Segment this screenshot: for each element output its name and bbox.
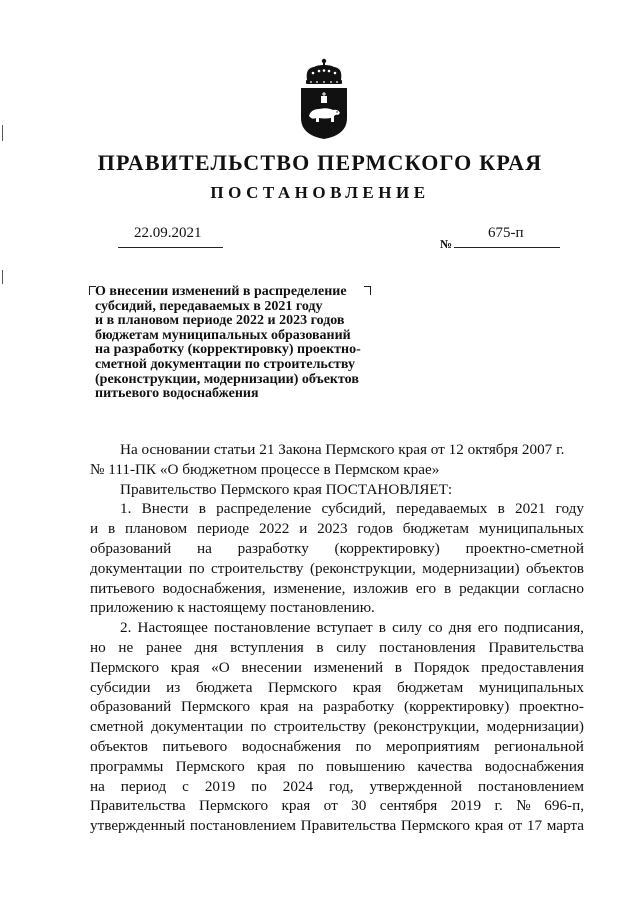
body-line: На основании статьи 21 Закона Пермского края от 12 октября 2007 г.: [120, 441, 565, 458]
body-line: субсидии из бюджета Пермского края бюджетам муниципальных: [90, 678, 584, 696]
body-line: объектов питьевого водоснабжения по мероприятиям региональной: [90, 737, 584, 755]
margin-mark: [2, 270, 3, 284]
body-line: на период с 2019 по 2024 год, утвержденной постановлением: [90, 777, 584, 795]
body-line: и в плановом периоде 2022 и 2023 годов бюджетам муниципальных: [90, 520, 584, 538]
body-line: образований Пермского края на разработку (корректировку) проектно-: [90, 698, 584, 716]
body-line: утвержденный постановлением Правительства Пермского края от 17 марта: [90, 817, 584, 835]
document-date: 22.09.2021: [134, 225, 202, 241]
coat-of-arms-icon: [297, 58, 351, 140]
subject-line: сметной документации по строительству: [95, 356, 356, 372]
subject-line: О внесении изменений в распределение: [95, 284, 347, 299]
document-body: [90, 440, 584, 836]
subject-line: и в плановом периоде 2022 и 2023 годов: [95, 313, 345, 329]
body-line: приложению к настоящему постановлению.: [90, 599, 375, 617]
document-subject: [95, 285, 415, 402]
document-number: 675-п: [488, 225, 524, 241]
body-line: сметной документации по строительству (реконструкции, модернизации): [90, 718, 584, 736]
body-line: питьевого водоснабжения, изменение, изложив его в редакции согласно: [90, 579, 584, 597]
document-type: ПОСТАНОВЛЕНИЕ: [210, 183, 430, 202]
government-title: ПРАВИТЕЛЬСТВО ПЕРМСКОГО КРАЯ: [97, 150, 543, 175]
subject-line: субсидий, передаваемых в 2021 году: [95, 298, 323, 314]
body-line: Правительства Пермского края от 30 сентября 2019 г. № 696-п,: [90, 797, 584, 815]
body-line: № 111-ПК «О бюджетном процессе в Пермском крае»: [90, 460, 440, 478]
body-line: 2. Настоящее постановление вступает в силу со дня его подписания,: [120, 619, 584, 637]
date-underline: [118, 247, 223, 248]
body-line: программы Пермского края по повышению качества водоснабжения: [90, 757, 584, 775]
body-line: образований на разработку (корректировку) проектно-сметной: [90, 539, 584, 557]
margin-mark: [2, 125, 3, 141]
number-sign: №: [440, 237, 453, 251]
subject-line: (реконструкции, модернизации) объектов: [95, 371, 359, 387]
subject-line: бюджетам муниципальных образований: [95, 327, 351, 343]
body-line: Пермского края «О внесении изменений в Порядок предоставления: [90, 658, 584, 676]
subject-line: на разработку (корректировку) проектно-: [95, 342, 361, 358]
body-line: но не ранее дня вступления в силу постановления Правительства: [90, 638, 584, 656]
subject-line: питьевого водоснабжения: [95, 386, 259, 402]
body-line: документации по строительству (реконструкции, модернизации) объектов: [90, 559, 584, 577]
number-underline: [454, 247, 560, 248]
body-line: 1. Внести в распределение субсидий, передаваемых в 2021 году: [120, 500, 584, 518]
body-line: Правительство Пермского края ПОСТАНОВЛЯЕТ:: [120, 480, 453, 498]
